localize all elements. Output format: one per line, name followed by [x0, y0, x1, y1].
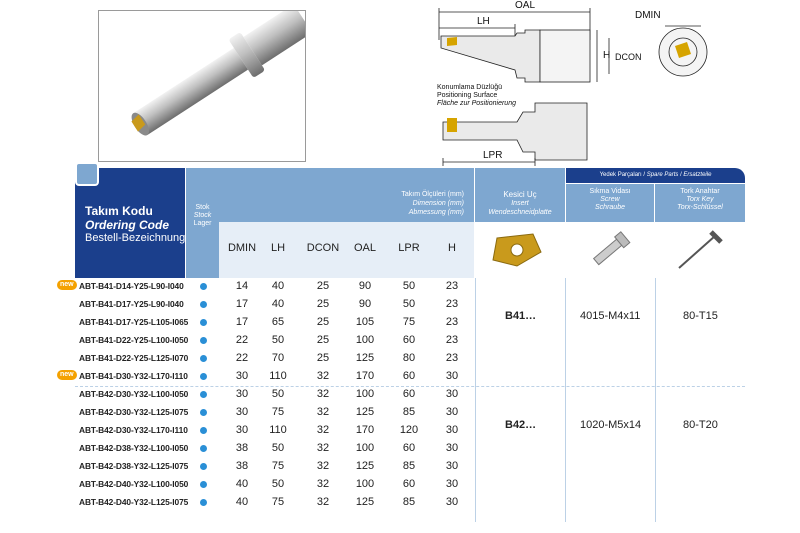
- dim-cell-h: 30: [445, 370, 459, 382]
- lpr-label: LPR: [483, 150, 503, 161]
- dim-cell-dmin: 38: [235, 442, 249, 454]
- dim-cell-lh: 50: [271, 334, 285, 346]
- dim-cell-dcon: 32: [316, 406, 330, 418]
- table-row: [75, 494, 475, 512]
- dim-cell-dmin: 40: [235, 478, 249, 490]
- dim-cell-oal: 100: [355, 388, 375, 400]
- dim-cell-lh: 110: [269, 424, 287, 436]
- dim-cell-h: 30: [445, 460, 459, 472]
- dim-cell-lh: 75: [271, 406, 285, 418]
- dim-cell-dcon: 32: [316, 370, 330, 382]
- stock-dot-icon: [200, 499, 207, 506]
- ordering-code: ABT-B42-D40-Y32-L100-I050: [79, 479, 189, 489]
- dim-cell-dcon: 25: [316, 334, 330, 346]
- col-dcon: DCON: [306, 242, 340, 254]
- dim-cell-lh: 65: [271, 316, 285, 328]
- dim-cell-lpr: 50: [402, 298, 416, 310]
- dim-tr: Takım Ölçüleri (mm): [401, 191, 464, 198]
- stock-en: Stock: [193, 212, 212, 219]
- insert-en: Insert: [511, 200, 529, 207]
- dim-cell-lpr: 85: [402, 406, 416, 418]
- dim-cell-lpr: 85: [402, 496, 416, 508]
- stock-dot-icon: [200, 337, 207, 344]
- screw-de: Schraube: [595, 204, 625, 211]
- ordering-code: ABT-B41-D17-Y25-L90-I040: [79, 299, 184, 309]
- dim-cell-dcon: 32: [316, 424, 330, 436]
- new-badge: new: [57, 370, 77, 380]
- dim-cell-lh: 70: [271, 352, 285, 364]
- dim-cell-oal: 125: [355, 496, 375, 508]
- tab-icon: [75, 162, 99, 186]
- lh-label: LH: [477, 16, 490, 27]
- dim-cell-lh: 40: [271, 280, 285, 292]
- table-row: [75, 404, 475, 422]
- dim-en: Dimension (mm): [412, 200, 464, 207]
- ordering-code: ABT-B41-D17-Y25-L105-I065: [79, 317, 189, 327]
- stock-dot-icon: [200, 319, 207, 326]
- code-header-tr: Takım Kodu: [85, 204, 153, 218]
- dcon-label: DCON: [615, 52, 642, 62]
- table-row: [75, 332, 475, 350]
- dim-cell-lpr: 85: [402, 460, 416, 472]
- ordering-code: ABT-B41-D22-Y25-L100-I050: [79, 335, 189, 345]
- ordering-code: ABT-B42-D30-Y32-L170-I110: [79, 425, 188, 435]
- screw-b41: 4015-M4x11: [580, 310, 641, 322]
- table-row: [75, 386, 475, 404]
- insert-b41: B41…: [505, 310, 537, 322]
- dmin-label: DMIN: [635, 10, 661, 21]
- ordering-code: ABT-B42-D30-Y32-L100-I050: [79, 389, 189, 399]
- screw-en: Screw: [600, 196, 620, 203]
- dim-cell-lh: 75: [271, 496, 285, 508]
- dim-cell-lh: 110: [269, 370, 287, 382]
- col-h: H: [448, 242, 456, 254]
- dim-cell-dcon: 32: [316, 388, 330, 400]
- dim-cell-oal: 170: [355, 370, 375, 382]
- key-en: Torx Key: [686, 196, 714, 203]
- ordering-code: ABT-B42-D38-Y32-L125-I075: [79, 461, 189, 471]
- dim-cell-dcon: 32: [316, 496, 330, 508]
- ordering-code: ABT-B42-D40-Y32-L125-I075: [79, 497, 189, 507]
- insert-b42: B42…: [505, 419, 537, 431]
- boring-bar-image: [99, 11, 305, 161]
- dim-cell-dmin: 14: [235, 280, 249, 292]
- dim-cell-lpr: 60: [402, 370, 416, 382]
- oal-label: OAL: [515, 0, 536, 11]
- dim-cell-h: 23: [445, 298, 459, 310]
- stock-dot-icon: [200, 463, 207, 470]
- screw-b42: 1020-M5x14: [580, 419, 642, 431]
- spare-parts-header: Yedek Parçaları / Spare Parts / Ersatzteile: [566, 168, 745, 183]
- dim-cell-lh: 50: [271, 388, 285, 400]
- dim-cell-dmin: 38: [235, 460, 249, 472]
- dim-cell-oal: 125: [355, 460, 375, 472]
- dim-cell-dcon: 32: [316, 478, 330, 490]
- dim-cell-h: 30: [445, 478, 459, 490]
- dim-cell-oal: 100: [355, 478, 375, 490]
- surface-label-en: Positioning Surface: [437, 92, 498, 99]
- dim-cell-lpr: 60: [402, 388, 416, 400]
- stock-dot-icon: [200, 409, 207, 416]
- dim-cell-lpr: 120: [399, 424, 419, 436]
- dim-cell-lpr: 60: [402, 478, 416, 490]
- col-dmin: DMIN: [227, 242, 257, 254]
- ordering-code: ABT-B42-D38-Y32-L100-I050: [79, 443, 189, 453]
- dim-cell-h: 23: [445, 334, 459, 346]
- dim-cell-lpr: 75: [402, 316, 416, 328]
- dim-cell-h: 30: [445, 424, 459, 436]
- dimension-header: [219, 168, 474, 278]
- dim-cell-dmin: 17: [235, 298, 249, 310]
- product-photo: [98, 10, 306, 162]
- table-row: [75, 476, 475, 494]
- dim-cell-h: 30: [445, 442, 459, 454]
- dim-cell-dcon: 25: [316, 298, 330, 310]
- surface-label: [437, 84, 516, 108]
- spare-tr: Yedek Parçaları: [599, 172, 642, 178]
- key-de: Torx-Schlüssel: [677, 204, 723, 211]
- table-row: [75, 458, 475, 476]
- key-b41: 80-T15: [683, 310, 718, 322]
- stock-dot-icon: [200, 391, 207, 398]
- table-row: [75, 296, 475, 314]
- dim-cell-dmin: 40: [235, 496, 249, 508]
- dim-cell-lh: 50: [271, 478, 285, 490]
- dim-cell-h: 23: [445, 316, 459, 328]
- screw-tr: Sıkma Vidası: [589, 188, 631, 195]
- table-row: [75, 350, 475, 368]
- new-badge: new: [57, 280, 77, 290]
- stock-dot-icon: [200, 283, 207, 290]
- dim-cell-dmin: 30: [235, 406, 249, 418]
- stock-header: [185, 168, 219, 278]
- insert-de: Wendeschneidplatte: [488, 209, 552, 216]
- dim-cell-h: 30: [445, 406, 459, 418]
- dim-cell-lpr: 60: [402, 442, 416, 454]
- dim-cell-dmin: 30: [235, 388, 249, 400]
- dim-cell-lpr: 80: [402, 352, 416, 364]
- stock-dot-icon: [200, 355, 207, 362]
- table-row: [75, 314, 475, 332]
- dim-cell-lpr: 50: [402, 280, 416, 292]
- stock-dot-icon: [200, 481, 207, 488]
- dim-cell-dcon: 32: [316, 460, 330, 472]
- dim-cell-oal: 90: [358, 280, 372, 292]
- table-row: [60, 368, 475, 386]
- surface-label-tr: Konumlama Düzlüğü: [437, 84, 502, 91]
- code-header-en: Ordering Code: [85, 218, 170, 232]
- screw-header: [566, 184, 654, 278]
- insert-icon: [475, 222, 565, 278]
- stock-dot-icon: [200, 373, 207, 380]
- insert-header: [475, 168, 565, 278]
- dim-cell-dcon: 32: [316, 442, 330, 454]
- col-lh: LH: [270, 242, 286, 254]
- dim-cell-oal: 100: [355, 334, 375, 346]
- dim-cell-lh: 75: [271, 460, 285, 472]
- dim-cell-oal: 170: [355, 424, 375, 436]
- torx-key-icon: [655, 222, 745, 278]
- dim-cell-oal: 100: [355, 442, 375, 454]
- dim-cell-dmin: 17: [235, 316, 249, 328]
- col-oal: OAL: [353, 242, 376, 254]
- key-header: [655, 184, 745, 278]
- dim-cell-dmin: 30: [235, 424, 249, 436]
- table-row: [75, 422, 475, 440]
- table-row: [60, 278, 475, 296]
- stock-tr: Stok: [195, 204, 210, 211]
- dim-cell-lh: 40: [271, 298, 285, 310]
- dim-cell-h: 23: [445, 352, 459, 364]
- stock-de: Lager: [193, 220, 212, 227]
- stock-dot-icon: [200, 427, 207, 434]
- dim-cell-h: 30: [445, 496, 459, 508]
- dim-de: Abmessung (mm): [408, 209, 464, 216]
- insert-tr: Kesici Uç: [503, 190, 537, 199]
- col-lpr: LPR: [398, 242, 420, 254]
- code-header-de: Bestell-Bezeichnung: [85, 232, 186, 244]
- dim-cell-oal: 125: [355, 352, 375, 364]
- ordering-code: ABT-B41-D30-Y32-L170-I110: [79, 371, 188, 381]
- stock-dot-icon: [200, 445, 207, 452]
- stock-dot-icon: [200, 301, 207, 308]
- dim-cell-lh: 50: [271, 442, 285, 454]
- ordering-code: ABT-B41-D14-Y25-L90-I040: [79, 281, 184, 291]
- key-b42: 80-T20: [683, 419, 718, 431]
- spare-en: Spare Parts: [646, 172, 679, 178]
- dim-cell-dmin: 22: [235, 352, 249, 364]
- dim-cell-oal: 125: [355, 406, 375, 418]
- dim-cell-dmin: 22: [235, 334, 249, 346]
- screw-icon: [566, 222, 654, 278]
- dim-cell-dcon: 25: [316, 316, 330, 328]
- dim-cell-oal: 105: [355, 316, 375, 328]
- spare-de: Ersatzteile: [683, 172, 712, 178]
- table-row: [75, 440, 475, 458]
- surface-label-de: Fläche zur Positionierung: [437, 100, 516, 107]
- key-tr: Tork Anahtar: [680, 188, 720, 195]
- ordering-code: ABT-B42-D30-Y32-L125-I075: [79, 407, 189, 417]
- dim-cell-h: 23: [445, 280, 459, 292]
- technical-drawing: [425, 0, 725, 170]
- dim-cell-lpr: 60: [402, 334, 416, 346]
- ordering-code: ABT-B41-D22-Y25-L125-I070: [79, 353, 189, 363]
- dim-cell-h: 30: [445, 388, 459, 400]
- dim-cell-oal: 90: [358, 298, 372, 310]
- dim-cell-dcon: 25: [316, 280, 330, 292]
- dim-cell-dmin: 30: [235, 370, 249, 382]
- dim-cell-dcon: 25: [316, 352, 330, 364]
- h-label: H: [603, 50, 611, 61]
